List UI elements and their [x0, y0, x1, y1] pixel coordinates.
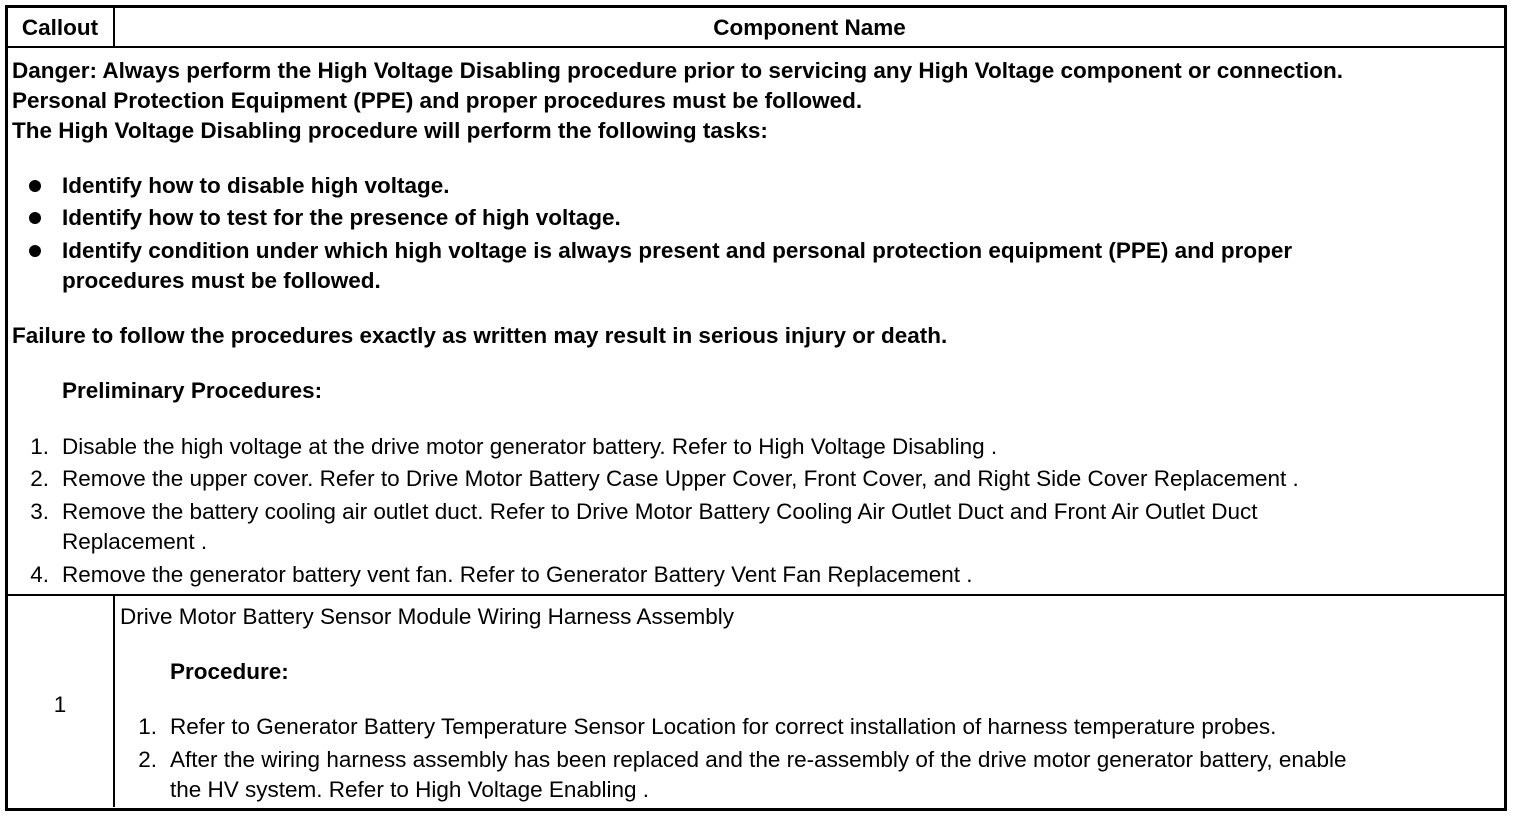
procedure-step-continued: the HV system. Refer to High Voltage Enabling . — [170, 777, 650, 802]
bullet-icon — [29, 180, 41, 192]
preliminary-step: Remove the generator battery vent fan. Refer to Generator Battery Vent Fan Replacement . — [62, 562, 973, 587]
procedure-step: Refer to Generator Battery Temperature Sensor Location for correct installation of harness temperature probes. — [170, 714, 1277, 739]
task-item: Identify how to test for the presence of high voltage. — [62, 205, 621, 230]
procedure-heading: Procedure: — [170, 659, 289, 684]
row-divider — [6, 594, 1505, 596]
header-divider — [6, 46, 1505, 48]
preliminary-step-continued: Replacement . — [62, 529, 208, 554]
callout-column-divider-row1 — [113, 595, 115, 807]
step-number: 2. — [138, 747, 157, 772]
step-number: 1. — [138, 714, 157, 739]
row1-callout: 1 — [53, 692, 67, 717]
task-item: Identify how to disable high voltage. — [62, 173, 450, 198]
header-callout: Callout — [21, 15, 99, 40]
task-item: Identify condition under which high voltage is always present and personal protection equipment (PPE) and proper — [62, 238, 1293, 263]
bullet-icon — [29, 245, 41, 257]
preliminary-step: Remove the battery cooling air outlet duct. Refer to Drive Motor Battery Cooling Air Outlet Duct and Front Air Outlet Duct — [62, 499, 1258, 524]
danger-line-1: Danger: Always perform the High Voltage Disabling procedure prior to servicing any High Voltage component or connection. — [12, 58, 1344, 83]
bullet-icon — [29, 212, 41, 224]
step-number: 3. — [30, 499, 49, 524]
failure-warning: Failure to follow the procedures exactly as written may result in serious injury or death. — [12, 323, 948, 348]
step-number: 1. — [30, 434, 49, 459]
preliminary-step: Remove the upper cover. Refer to Drive Motor Battery Case Upper Cover, Front Cover, and Right Side Cover Replacement . — [62, 466, 1299, 491]
danger-line-3: The High Voltage Disabling procedure will perform the following tasks: — [12, 118, 768, 143]
header-component-name: Component Name — [713, 15, 906, 40]
row1-component-name: Drive Motor Battery Sensor Module Wiring Harness Assembly — [120, 604, 734, 629]
danger-line-2: Personal Protection Equipment (PPE) and proper procedures must be followed. — [12, 88, 863, 113]
step-number: 2. — [30, 466, 49, 491]
preliminary-heading: Preliminary Procedures: — [62, 378, 323, 403]
preliminary-step: Disable the high voltage at the drive motor generator battery. Refer to High Voltage Disabling . — [62, 434, 998, 459]
step-number: 4. — [30, 562, 49, 587]
procedure-step: After the wiring harness assembly has been replaced and the re-assembly of the drive motor generator battery, enable — [170, 747, 1347, 772]
task-item-continued: procedures must be followed. — [62, 268, 381, 293]
